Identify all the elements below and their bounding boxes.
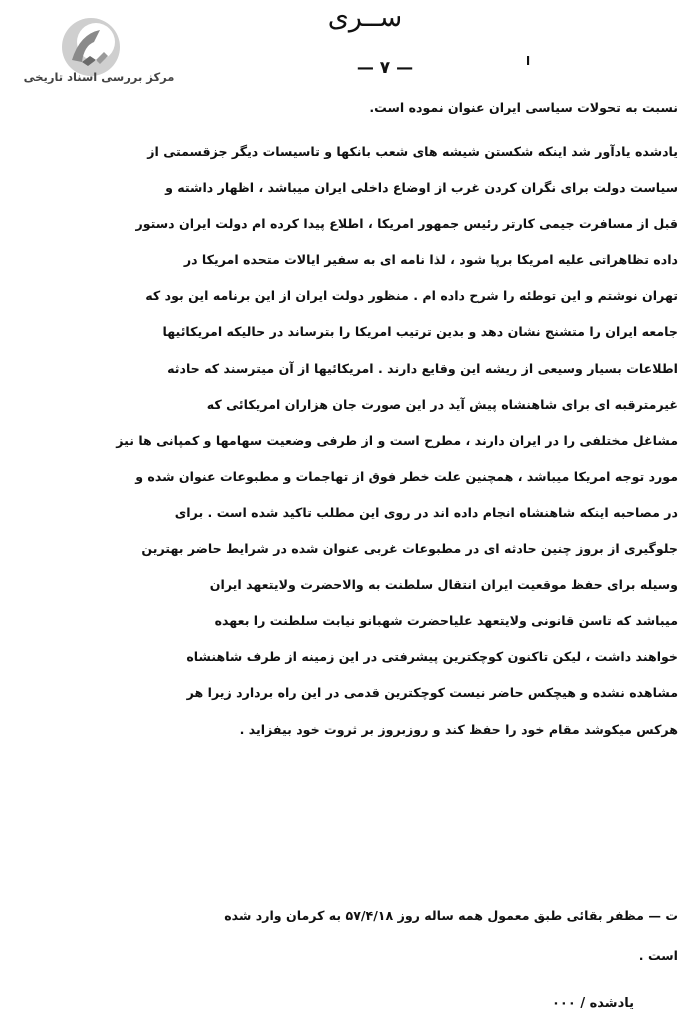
postscript-line: است .	[638, 948, 678, 963]
body-line: اطلاعات بسیار وسیعی از ریشه این وقایع دارند . امریکائیها از آن میترسند که حادثه	[167, 360, 678, 376]
archive-caption: مرکز بررسی اسناد تاریخی	[23, 70, 175, 84]
body-line: مشاهده نشده و هیچکس حاضر نیست کوچکترین قدمی در این راه بردارد زیرا هر	[186, 685, 678, 701]
body-line: مورد توجه امریکا میباشد ، همچنین علت خطر فوق از تهاجمات و مطبوعات عنوان شده و	[135, 468, 678, 484]
margin-mark: ا	[526, 54, 531, 68]
postscript	[60, 908, 678, 988]
body-line: در مصاحبه اینکه شاهنشاه انجام داده اند در روی این مطلب تاکید شده است . برای	[174, 504, 678, 520]
signature-line: یادشده / ۰۰۰	[551, 996, 634, 1011]
body-line: میباشد که تاسن قانونی ولایتعهد علیاحضرت شهبانو نیابت سلطنت را بعهده	[214, 613, 678, 629]
body-line: جلوگیری از بروز چنین حادثه ای در مطبوعات غربی عنوان شده در شرایط حاضر بهترین	[141, 541, 678, 557]
body-line: تهران نوشتم و این توطئه را شرح داده ام . منظور دولت ایران از این برنامه این بود که	[145, 288, 678, 304]
body-line: هرکس میکوشد مقام خود را حفظ کند و روزبروز بر ثروت خود بیفزاید .	[239, 721, 678, 737]
body-line: داده تظاهراتی علیه امریکا برپا شود ، لذا نامه ای به سفیر ایالات متحده امریکا در	[183, 252, 678, 268]
archive-logo-icon	[60, 16, 122, 78]
report-body	[66, 100, 678, 758]
body-line: قبل از مسافرت جیمی کارتر رئیس جمهور امریکا ، اطلاع پیدا کرده ام دولت ایران دستور	[135, 216, 678, 232]
body-line: وسیله برای حفظ موقعیت ایران انتقال سلطنت به والاحضرت ولایتعهد ایران	[209, 577, 678, 593]
body-line: یادشده یادآور شد اینکه شکستن شیشه های شعب بانکها و تاسیسات دیگر جزقسمتی از	[147, 144, 678, 159]
classification-stamp: ســری	[327, 2, 403, 33]
body-line: نسبت به تحولات سیاسی ایران عنوان نموده است.	[369, 100, 678, 115]
body-line: غیرمترقبه ای برای شاهنشاه پیش آید در این صورت جان هزاران امریکائی که	[206, 396, 678, 412]
body-line: جامعه ایران را متشنج نشان دهد و بدین ترتیب امریکا را بترساند در حالیکه امریکائیها	[162, 324, 678, 340]
body-line: مشاغل مختلفی را در ایران دارند ، مطرح است و از طرفی وضعیت سهامها و کمپانی ها نیز	[116, 432, 678, 448]
body-line: خواهند داشت ، لیکن تاکنون کوچکترین پیشرفتی در این زمینه از طرف شاهنشاه	[186, 649, 678, 665]
body-line: سیاست دولت برای نگران کردن غرب از اوضاع داخلی ایران میباشد ، اظهار داشته و	[165, 180, 678, 196]
postscript-line: ت — مظفر بقائی طبق معمول همه ساله روز ۵۷/۴/۱۸ به کرمان وارد شده	[224, 908, 678, 923]
page-number: — ۷ —	[356, 58, 414, 78]
